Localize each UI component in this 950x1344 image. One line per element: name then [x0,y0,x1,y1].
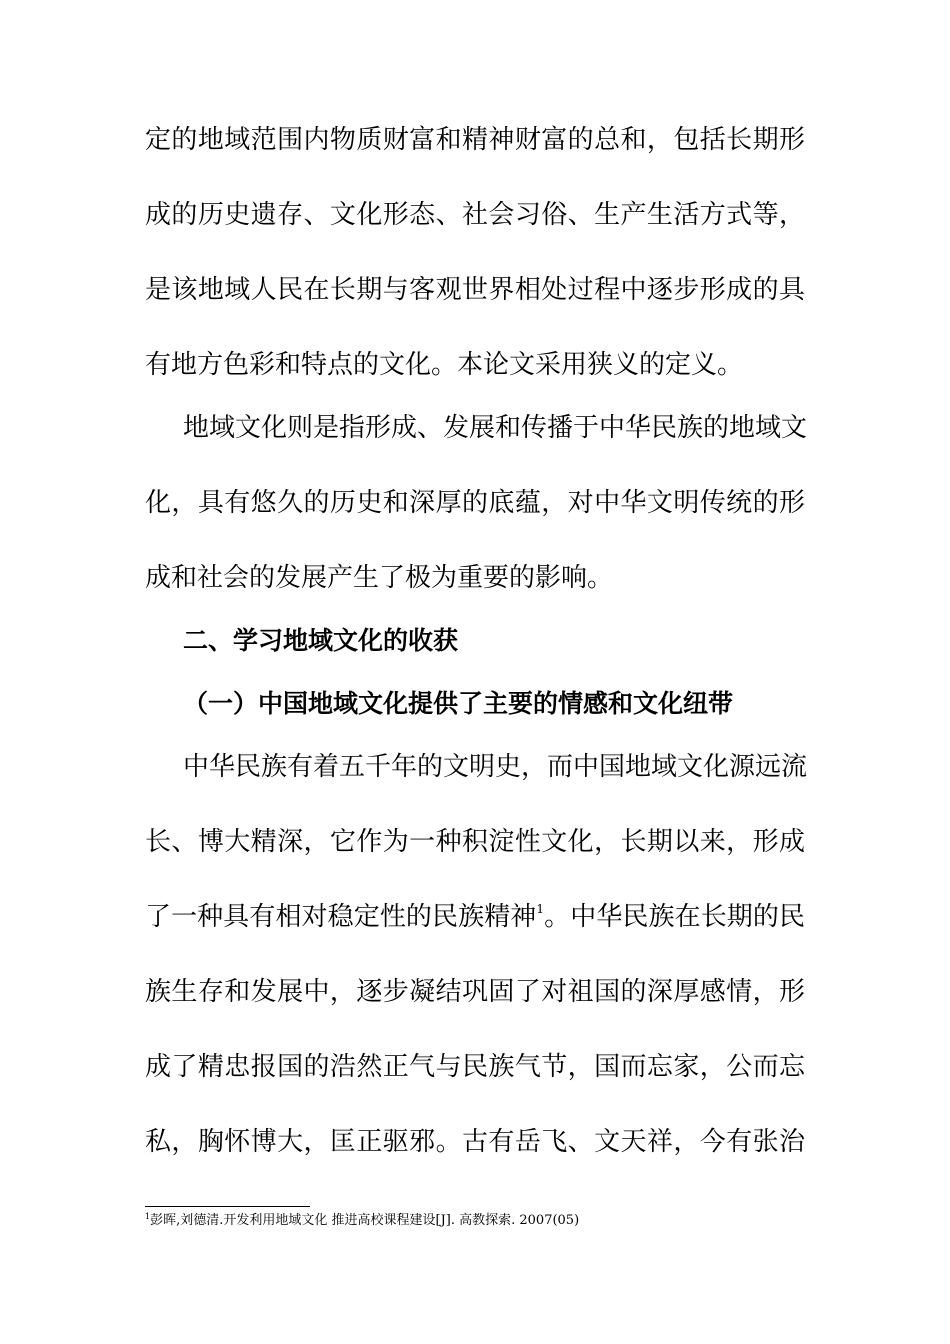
section-heading: 二、学习地域文化的收获 [183,626,459,655]
footnote-separator [145,1206,310,1207]
footnote-reference[interactable]: 1 [536,902,545,916]
paragraph-line: 定的地域范围内物质财富和精神财富的总和，包括长期形 [145,125,805,155]
line-text: 。中华民族在长期的民 [544,902,805,932]
paragraph-line: 地域文化则是指形成、发展和传播于中华民族的地域文 [183,413,808,443]
paragraph-line: 中华民族有着五千年的文明史，而中国地域文化源远流 [183,752,808,782]
paragraph-line: 长、博大精深，它作为一种积淀性文化，长期以来，形成 [145,827,805,857]
paragraph-line: 私，胸怀博大，匡正驱邪。古有岳飞、文天祥，今有张治 [145,1127,805,1157]
paragraph-line: 是该地域人民在长期与客观世界相处过程中逐步形成的具 [145,275,805,305]
paragraph-line: 成的历史遗存、文化形态、社会习俗、生产生活方式等， [145,200,805,230]
paragraph-line: 有地方色彩和特点的文化。本论文采用狭义的定义。 [145,350,744,380]
footnote-marker: 1 [145,1212,151,1221]
footnote [145,1213,579,1229]
paragraph-line: 族生存和发展中，逐步凝结巩固了对祖国的深厚感情，形 [145,977,805,1007]
footnote-text: 彭晖,刘德清.开发利用地域文化 推进高校课程建设[J]. 高教探索. 2007(05) [150,1213,580,1228]
paragraph-line: 成了精忠报国的浩然正气与民族气节，国而忘家，公而忘 [145,1052,805,1082]
line-text: 了一种具有相对稳定性的民族精神 [145,902,537,932]
paragraph-line [145,901,805,933]
subsection-heading: （一）中国地域文化提供了主要的情感和文化纽带 [183,689,734,718]
paragraph-line: 成和社会的发展产生了极为重要的影响。 [145,563,614,593]
paragraph-line: 化，具有悠久的历史和深厚的底蕴，对中华文明传统的形 [145,488,805,518]
